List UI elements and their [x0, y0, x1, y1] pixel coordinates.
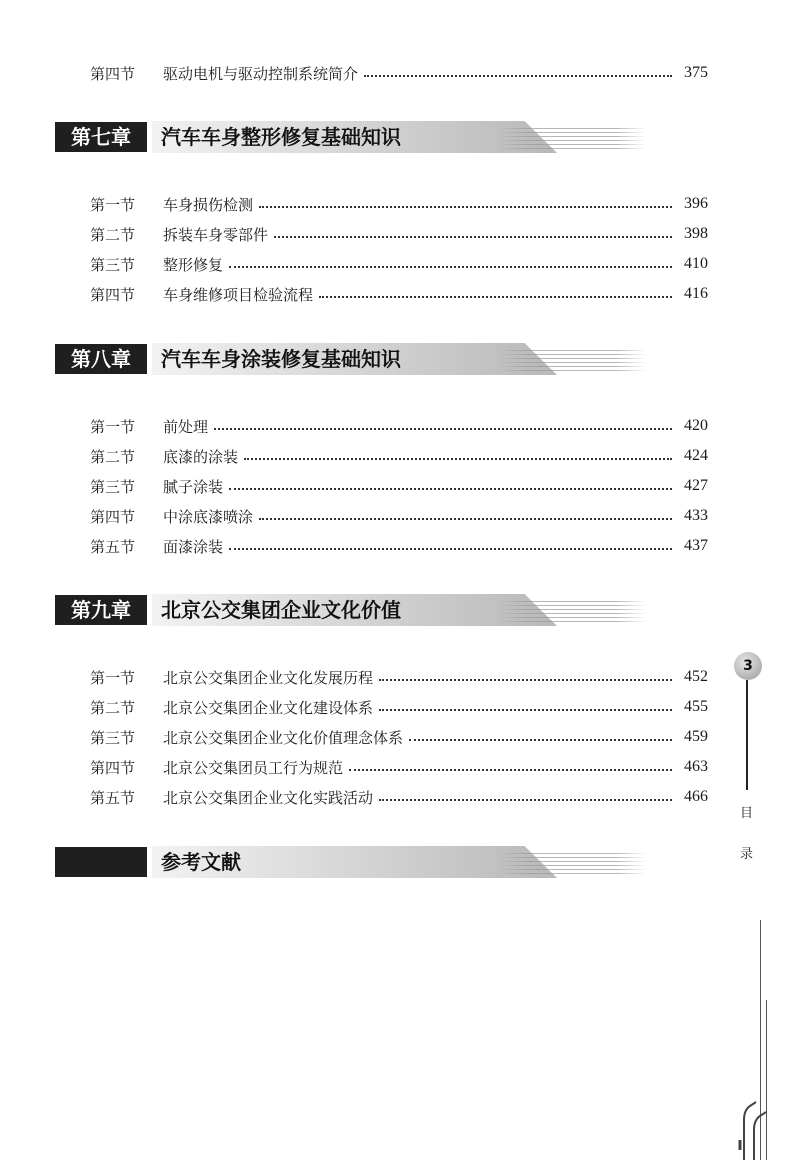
toc-entry[interactable]: [90, 444, 708, 468]
page-number: 466: [684, 788, 708, 805]
chapter-title: 汽车车身涂装修复基础知识: [161, 347, 401, 371]
chapter-number: [55, 847, 147, 877]
dot-leader: [229, 488, 672, 490]
dot-leader: [274, 236, 672, 238]
toc-entry[interactable]: [90, 665, 708, 689]
dot-leader: [379, 679, 672, 681]
section-number: 第三节: [90, 477, 136, 496]
section-number: 第五节: [90, 788, 136, 807]
section-title: 北京公交集团企业文化发展历程: [163, 668, 374, 687]
toc-entry[interactable]: [90, 785, 708, 809]
side-label-top: 目: [740, 806, 754, 821]
dot-leader: [229, 548, 672, 550]
toc-entry[interactable]: [90, 725, 708, 749]
section-number: 第二节: [90, 225, 136, 244]
page-number: 459: [684, 728, 708, 745]
hatch-decoration: [497, 347, 647, 371]
hatch-decoration: [497, 850, 647, 874]
side-rule-top: [746, 680, 748, 790]
section-number: 第四节: [90, 507, 136, 526]
chapter-heading[interactable]: [55, 121, 595, 153]
toc-entry[interactable]: [90, 252, 708, 276]
page-number: 463: [684, 758, 708, 775]
page-number: 437: [684, 537, 708, 554]
section-number: 第三节: [90, 255, 136, 274]
page-number: 375: [684, 64, 708, 81]
section-title: 腻子涂装: [163, 477, 224, 496]
section-number: 第四节: [90, 758, 136, 777]
dot-leader: [379, 799, 672, 801]
section-number: 第一节: [90, 417, 136, 436]
dot-leader: [229, 266, 672, 268]
toc-entry[interactable]: [90, 534, 708, 558]
chapter-number: 第九章: [55, 595, 147, 625]
section-number: 第四节: [90, 64, 136, 83]
toc-entry[interactable]: [90, 192, 708, 216]
toc-entry[interactable]: [90, 504, 708, 528]
dot-leader: [364, 75, 672, 77]
dot-leader: [259, 206, 672, 208]
hatch-decoration: [497, 598, 647, 622]
dot-leader: [319, 296, 672, 298]
section-title: 整形修复: [163, 255, 224, 274]
page-number: 416: [684, 285, 708, 302]
section-title: 北京公交集团企业文化实践活动: [163, 788, 374, 807]
dot-leader: [214, 428, 672, 430]
page-number: 398: [684, 225, 708, 242]
dot-leader: [379, 709, 672, 711]
chapter-number: 第八章: [55, 344, 147, 374]
section-title: 中涂底漆喷涂: [163, 507, 254, 526]
dot-leader: [409, 739, 672, 741]
toc-entry[interactable]: [90, 755, 708, 779]
section-number: 第五节: [90, 537, 136, 556]
chapter-heading[interactable]: [55, 343, 595, 375]
toc-entry[interactable]: [90, 222, 708, 246]
hatch-decoration: [497, 125, 647, 149]
side-label-bottom: 录: [740, 847, 754, 862]
toc-entry[interactable]: [90, 282, 708, 306]
page-number: 433: [684, 507, 708, 524]
section-number: 第二节: [90, 447, 136, 466]
section-title: 车身损伤检测: [163, 195, 254, 214]
page-number: 452: [684, 668, 708, 685]
toc-entry[interactable]: [90, 414, 708, 438]
section-title: 北京公交集团员工行为规范: [163, 758, 344, 777]
toc-entry[interactable]: [90, 695, 708, 719]
chapter-title: 参考文献: [161, 850, 241, 874]
section-title: 面漆涂装: [163, 537, 224, 556]
section-number: 第二节: [90, 698, 136, 717]
chapter-heading[interactable]: [55, 594, 595, 626]
page-number: 410: [684, 255, 708, 272]
section-title: 前处理: [163, 417, 209, 436]
dot-leader: [244, 458, 672, 460]
section-title: 驱动电机与驱动控制系统简介: [163, 64, 359, 83]
page-number: 396: [684, 195, 708, 212]
chapter-title: 北京公交集团企业文化价值: [161, 598, 401, 622]
section-number: 第一节: [90, 195, 136, 214]
section-title: 北京公交集团企业文化建设体系: [163, 698, 374, 717]
chapter-number: 第七章: [55, 122, 147, 152]
chapter-heading[interactable]: [55, 846, 595, 878]
page-number: 420: [684, 417, 708, 434]
section-number: 第一节: [90, 668, 136, 687]
page-number: 427: [684, 477, 708, 494]
toc-entry[interactable]: [90, 61, 708, 85]
section-title: 北京公交集团企业文化价值理念体系: [163, 728, 404, 747]
page-number: 424: [684, 447, 708, 464]
page-number-badge: 3: [734, 652, 762, 680]
page-number: 455: [684, 698, 708, 715]
toc-entry[interactable]: [90, 474, 708, 498]
dot-leader: [349, 769, 672, 771]
corner-decoration: [736, 1080, 776, 1160]
section-title: 底漆的涂装: [163, 447, 239, 466]
section-number: 第三节: [90, 728, 136, 747]
section-number: 第四节: [90, 285, 136, 304]
chapter-title: 汽车车身整形修复基础知识: [161, 125, 401, 149]
section-title: 车身维修项目检验流程: [163, 285, 314, 304]
section-title: 拆装车身零部件: [163, 225, 269, 244]
dot-leader: [259, 518, 672, 520]
